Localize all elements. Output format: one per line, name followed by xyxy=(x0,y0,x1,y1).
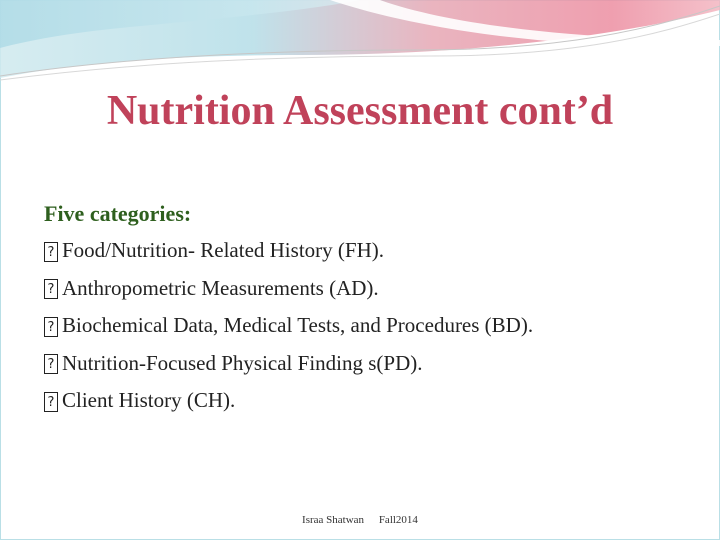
footer-author: Israa Shatwan xyxy=(302,514,365,526)
slide-title: Nutrition Assessment cont’d xyxy=(106,88,614,134)
list-item xyxy=(44,307,704,345)
replacement-char-icon: ? xyxy=(44,279,58,299)
header-wave-decoration xyxy=(0,0,720,90)
list-item xyxy=(44,270,704,308)
replacement-char-icon: ? xyxy=(44,242,58,262)
list-item-text: Biochemical Data, Medical Tests, and Procedures (BD). xyxy=(62,313,534,337)
replacement-char-icon: ? xyxy=(44,392,58,412)
slide-footer xyxy=(0,514,720,526)
list-item xyxy=(44,382,704,420)
list-item xyxy=(44,232,704,270)
replacement-char-icon: ? xyxy=(44,354,58,374)
replacement-char-icon: ? xyxy=(44,317,58,337)
list-item-text: Nutrition-Focused Physical Finding s(PD). xyxy=(62,350,423,375)
list-item-text: Anthropometric Measurements (AD). xyxy=(62,275,379,300)
list-item-text: Client History (CH). xyxy=(62,388,236,412)
footer-term: Fall2014 xyxy=(378,514,418,526)
list-item-text: Food/Nutrition- Related History (FH). xyxy=(62,238,384,262)
categories-heading: Five categories: xyxy=(44,201,192,226)
list-item xyxy=(44,345,704,383)
content-body xyxy=(44,196,704,420)
